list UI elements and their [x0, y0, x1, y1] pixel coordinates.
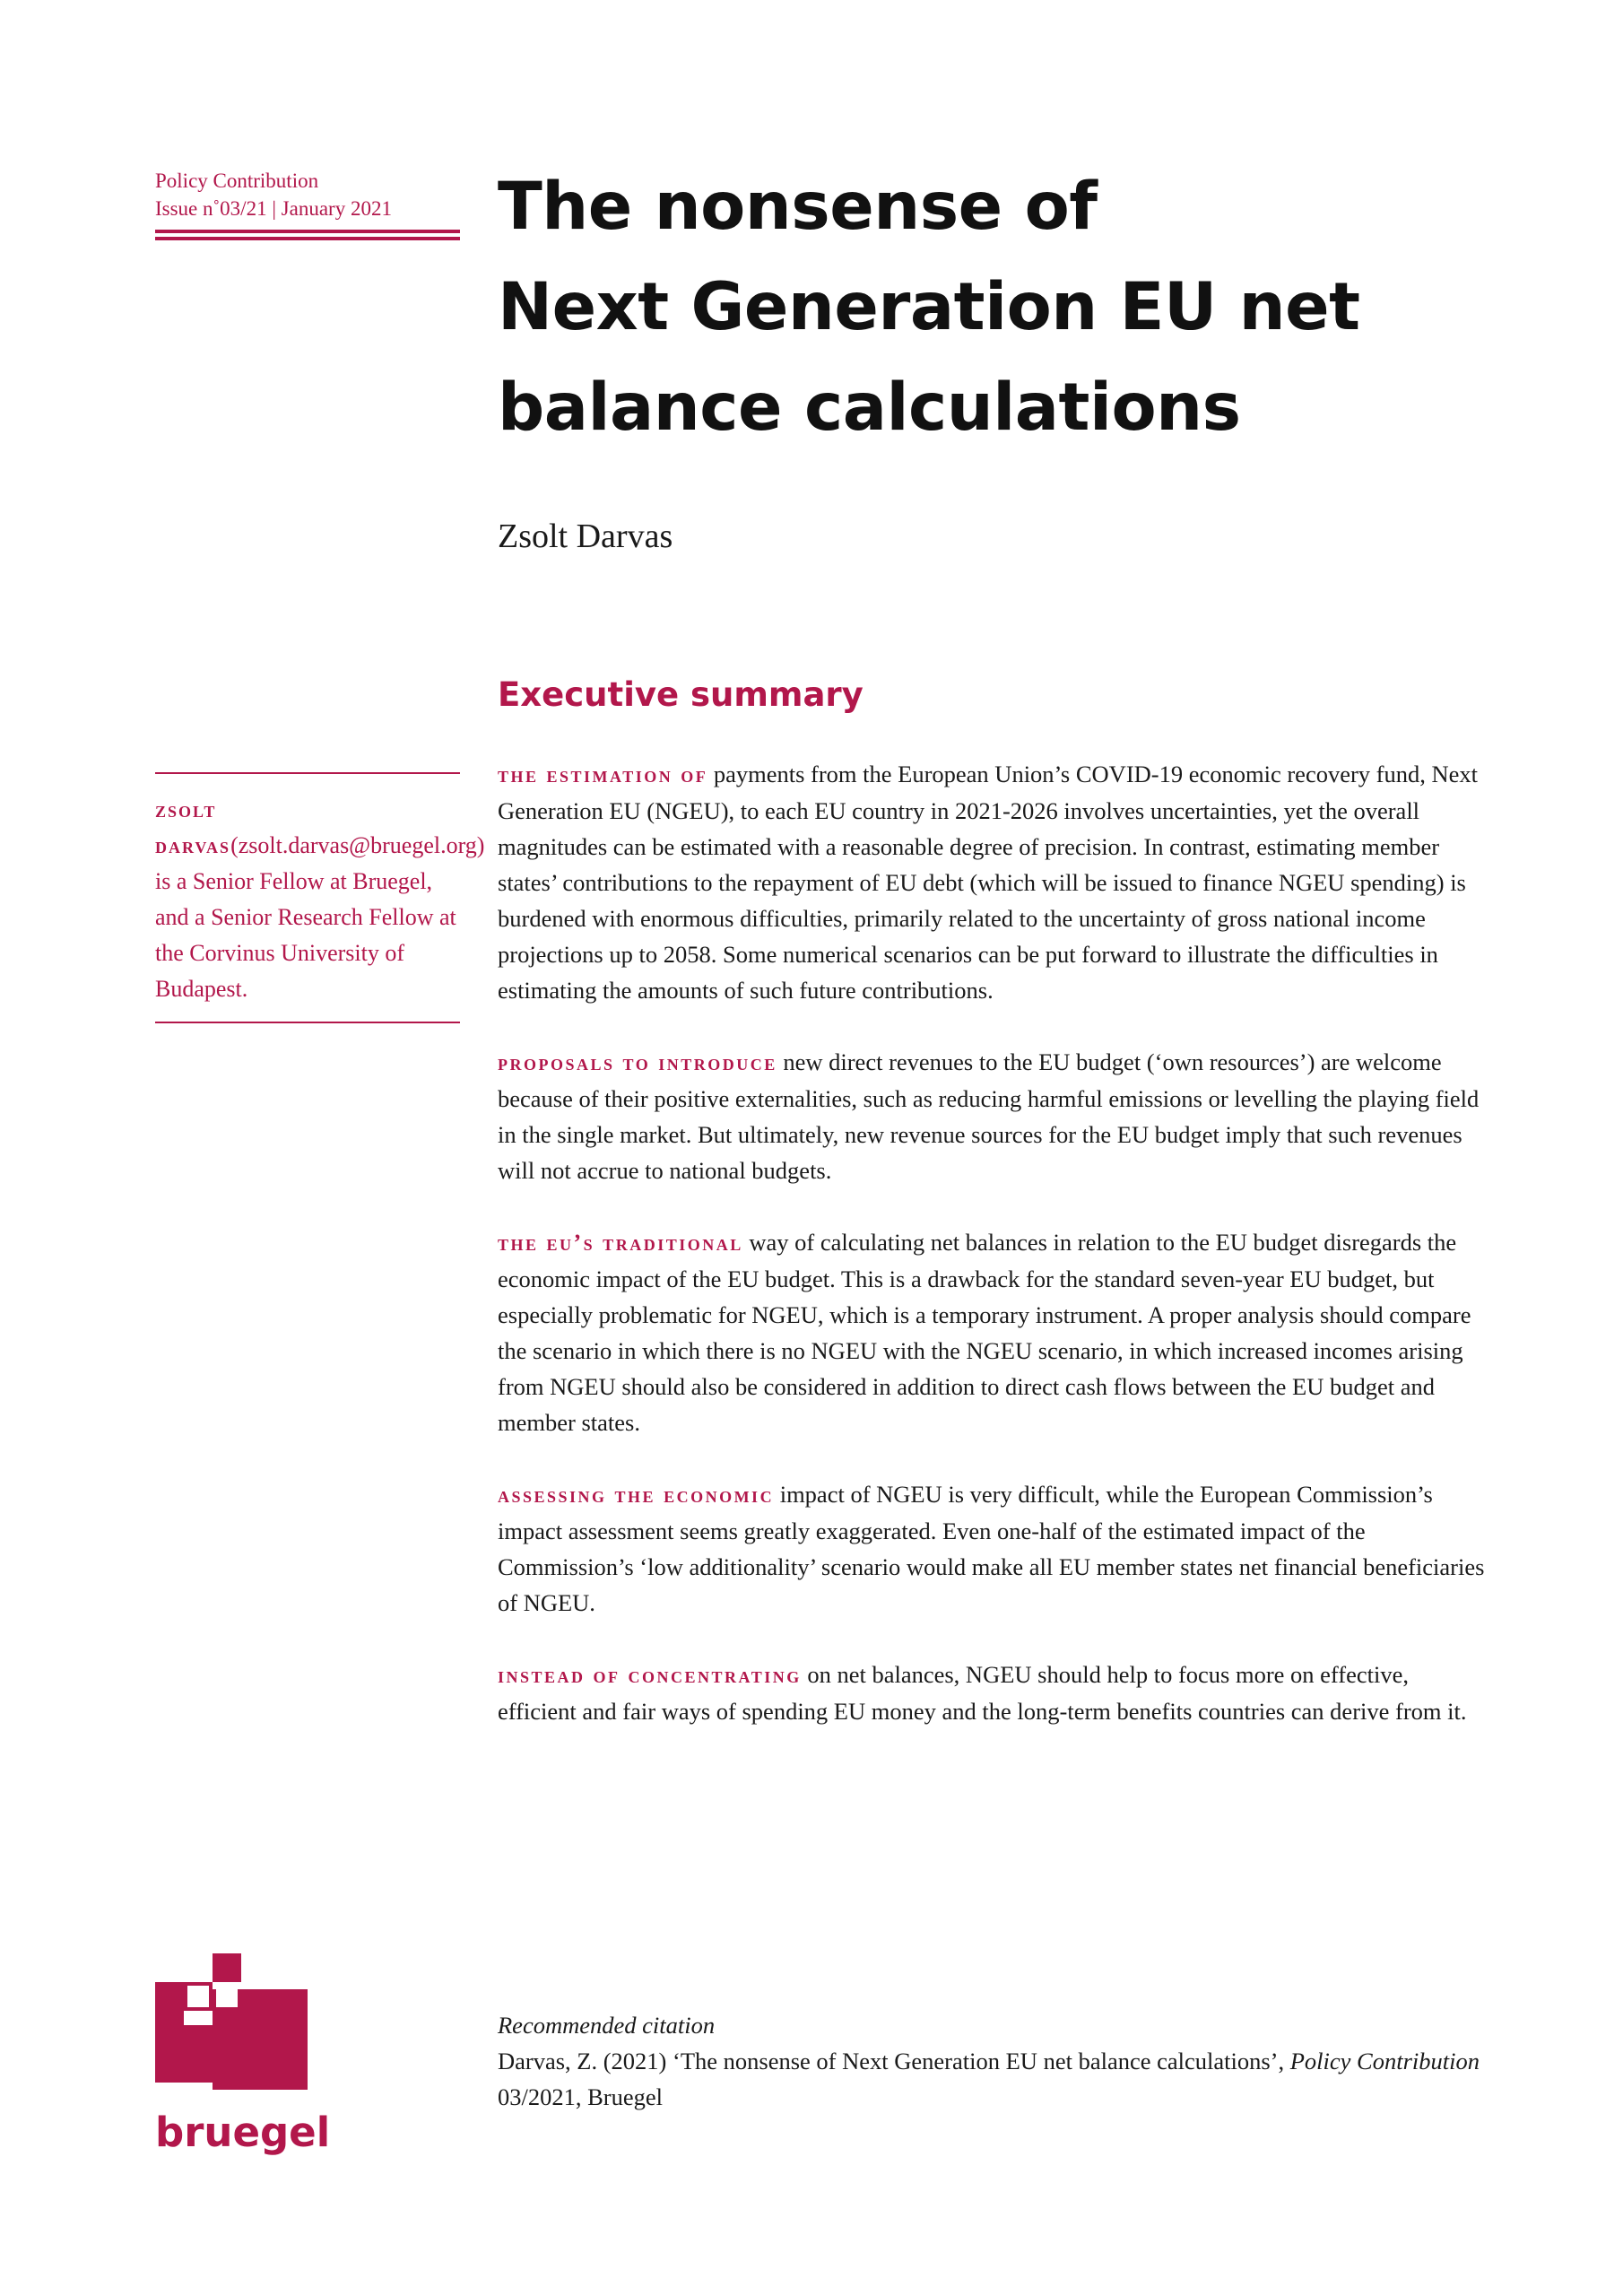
- citation-label: Recommended citation: [498, 2012, 716, 2039]
- paragraph-text: impact of NGEU is very difficult, while the European Commission’s impact assessment seems greatly exaggerated. Even one-half of the estimated impact of the Commission’s ‘low additionality’ scenario would make all EU member states net financial beneficiaries of NGEU.: [498, 1481, 1485, 1616]
- citation-italic: Policy Contribution: [1289, 2048, 1480, 2074]
- title-line-2: Next Generation EU net: [498, 269, 1360, 345]
- summary-paragraph: [498, 1224, 1493, 1440]
- citation-text-after: 03/2021, Bruegel: [498, 2083, 663, 2110]
- bio-text: (zsolt.darvas@bruegel.org) is a Senior Fellow at Bruegel, and a Senior Research Fellow at the Corvinus University of Budapest.: [155, 832, 485, 1002]
- date-label: | January 2021: [272, 197, 392, 220]
- paragraph-lead: proposals to introduce: [498, 1049, 777, 1075]
- paragraph-lead: the eu’s traditional: [498, 1230, 743, 1256]
- summary-paragraph: [498, 1044, 1493, 1188]
- series-label: Policy Contribution: [155, 170, 319, 192]
- paragraph-lead: the estimation of: [498, 761, 708, 787]
- page-title: [498, 157, 1529, 458]
- bio-rule-top: [155, 772, 460, 774]
- series-rule-top: [155, 230, 460, 233]
- summary-paragraph: [498, 756, 1493, 1008]
- paragraph-text: new direct revenues to the EU budget (‘own resources’) are welcome because of their positive externalities, such as reducing harmful emissions or levelling the playing field in the single market. But ultimately, new revenue sources for the EU budget imply that such revenues will not accrue to national budgets.: [498, 1048, 1480, 1184]
- recommended-citation: [498, 2007, 1493, 2115]
- executive-summary-body: [498, 756, 1493, 1765]
- bio-rule-bottom: [155, 1022, 460, 1023]
- paragraph-text: payments from the European Union’s COVID-19 economic recovery fund, Next Generation EU (NGEU), to each EU country in 2021-2026 involves uncertainties, yet the overall magnitudes can be estimated with a reasonable degree of precision. In contrast, estimating member states’ contributions to the repayment of EU debt (which will be issued to finance NGEU spending) is burdened with enormous difficulties, primarily related to the uncertainty of gross national income projections up to 2058. Some numerical scenarios can be put forward to illustrate the difficulties in estimating the amounts of such future contributions.: [498, 761, 1479, 1004]
- paragraph-lead: instead of concentrating: [498, 1662, 802, 1688]
- bruegel-wordmark: bruegel: [155, 2109, 331, 2156]
- author-bio: [155, 792, 485, 1007]
- paragraph-text: on net balances, NGEU should help to focus more on effective, efficient and fair ways of spending EU money and the long-term benefits countries can derive from it.: [498, 1661, 1467, 1725]
- paragraph-lead: assessing the economic: [498, 1482, 775, 1508]
- summary-paragraph: [498, 1657, 1493, 1729]
- executive-summary-heading: Executive summary: [498, 675, 864, 714]
- citation-text-before: Darvas, Z. (2021) ‘The nonsense of Next Generation EU net balance calculations’,: [498, 2048, 1290, 2074]
- series-rule-bottom: [155, 237, 460, 240]
- series-info: [155, 167, 460, 222]
- author-name: Zsolt Darvas: [498, 517, 673, 555]
- paragraph-text: way of calculating net balances in relation to the EU budget disregards the economic impact of the EU budget. This is a drawback for the standard seven-year EU budget, but especially problematic for NGEU, which is a temporary instrument. A proper analysis should compare the scenario in which there is no NGEU with the NGEU scenario, in which increased incomes arising from NGEU should also be considered in addition to direct cash flows between the EU budget and member states.: [498, 1229, 1471, 1436]
- issue-line: [155, 195, 460, 222]
- issue-label: Issue n˚03/21: [155, 197, 267, 220]
- title-line-3: balance calculations: [498, 370, 1241, 446]
- title-line-1: The nonsense of: [498, 169, 1098, 245]
- summary-paragraph: [498, 1476, 1493, 1621]
- bio-name: zsolt darvas: [155, 796, 231, 858]
